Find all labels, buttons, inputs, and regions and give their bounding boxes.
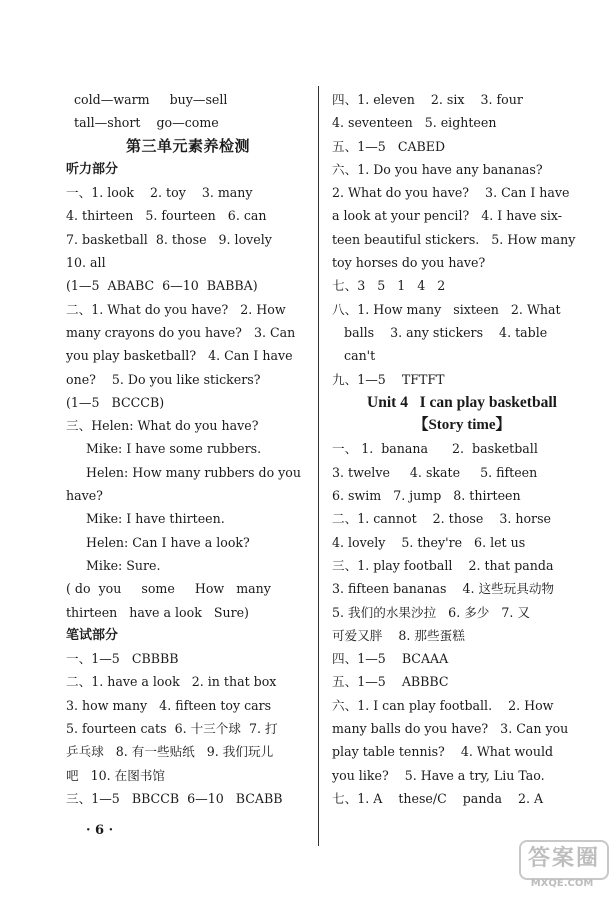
left-column: [66, 88, 310, 810]
answer-line: 3. twelve 4. skate 5. fifteen: [332, 464, 538, 480]
answer-line: 4. thirteen 5. fourteen 6. can: [66, 208, 267, 224]
answer-line: 一、 1. banana 2. basketball: [332, 441, 538, 457]
answer-line: 可爱又胖 8. 那些蛋糕: [332, 627, 465, 643]
answer-line: 吧 10. 在图书馆: [66, 767, 166, 783]
answer-line: teen beautiful stickers. 5. How many: [332, 231, 576, 247]
answer-line: 7. basketball 8. those 9. lovely: [66, 231, 272, 247]
answer-line: Mike: Sure.: [66, 557, 161, 573]
answer-line: 听力部分: [66, 161, 119, 177]
answer-line: Helen: Can I have a look?: [66, 534, 250, 550]
answer-line: 七、3 5 1 4 2: [332, 278, 446, 294]
answer-line: ( do you some How many: [66, 581, 271, 597]
answer-line: 三、Helen: What do you have?: [66, 418, 259, 434]
answer-line: 4. lovely 5. they're 6. let us: [332, 534, 526, 550]
right-column: [332, 88, 592, 810]
answer-line: 六、1. I can play football. 2. How: [332, 697, 554, 713]
answer-line: 10. all: [66, 255, 106, 271]
answer-line: 四、1. eleven 2. six 3. four: [332, 92, 523, 107]
answer-line: have?: [66, 488, 103, 504]
answer-line: 三、1—5 BBCCB 6—10 BCABB: [66, 790, 283, 806]
answer-line: you play basketball? 4. Can I have: [66, 348, 293, 364]
answer-line: 【Story time】: [413, 417, 511, 434]
answer-line: 四、1—5 BCAAA: [332, 651, 449, 667]
answer-line: many balls do you have? 3. Can you: [332, 721, 569, 737]
answer-line: 一、1—5 CBBBB: [66, 651, 179, 667]
answer-line: 6. swim 7. jump 8. thirteen: [332, 488, 521, 504]
answer-line: 乒乓球 8. 有一些贴纸 9. 我们玩儿: [66, 744, 274, 760]
answer-line: 六、1. Do you have any bananas?: [332, 161, 543, 177]
answer-line: tall—short go—come: [66, 115, 219, 131]
column-divider: [318, 86, 319, 846]
answer-line: you like? 5. Have a try, Liu Tao.: [332, 767, 545, 783]
answer-line: 二、1. have a look 2. in that box: [66, 674, 277, 690]
answer-line: 一、1. look 2. toy 3. many: [66, 185, 253, 201]
answer-line: 3. fifteen bananas 4. 这些玩具动物: [332, 581, 555, 597]
answer-line: one? 5. Do you like stickers?: [66, 371, 261, 387]
answer-line: toy horses do you have?: [332, 255, 486, 271]
answer-line: 5. fourteen cats 6. 十三个球 7. 打: [66, 721, 278, 737]
answer-line: Unit 4 I can play basketball: [367, 393, 557, 411]
watermark-logo: [519, 840, 605, 894]
answer-line: 五、1—5 CABED: [332, 138, 446, 154]
answer-line: (1—5 BCCCB): [66, 394, 165, 410]
answer-line: 2. What do you have? 3. Can I have: [332, 185, 570, 201]
answer-line: 三、1. play football 2. that panda: [332, 557, 554, 573]
answer-line: 3. how many 4. fifteen toy cars: [66, 697, 272, 713]
answer-line: many crayons do you have? 3. Can: [66, 324, 296, 340]
answer-line: balls 3. any stickers 4. table: [332, 324, 548, 340]
answer-line: Mike: I have thirteen.: [66, 511, 225, 527]
answer-line: Mike: I have some rubbers.: [66, 441, 262, 457]
answer-line: 第三单元素养检测: [125, 136, 250, 155]
answer-line: 笔试部分: [66, 627, 119, 643]
answer-line: 5. 我们的水果沙拉 6. 多少 7. 又: [332, 604, 531, 620]
answer-line: Helen: How many rubbers do you: [66, 464, 301, 480]
page-number: · 6 ·: [86, 823, 114, 838]
answer-line: 二、1. What do you have? 2. How: [66, 301, 286, 317]
answer-line: 七、1. A these/C panda 2. A: [332, 790, 544, 806]
answer-line: (1—5 ABABC 6—10 BABBA): [66, 278, 258, 294]
answer-line: 二、1. cannot 2. those 3. horse: [332, 511, 551, 527]
watermark-url: MXQE.COM: [530, 878, 594, 889]
answer-line: 八、1. How many sixteen 2. What: [332, 301, 561, 317]
answer-line: thirteen have a look Sure): [66, 604, 249, 620]
answer-line: cold—warm buy—sell: [66, 92, 228, 107]
answer-line: can't: [332, 348, 376, 364]
answer-line: play table tennis? 4. What would: [332, 744, 554, 760]
answer-line: 五、1—5 ABBBC: [332, 674, 449, 690]
answer-line: a look at your pencil? 4. I have six-: [332, 208, 563, 224]
watermark-logo-text: 答案圈: [519, 840, 609, 880]
answer-line: 4. seventeen 5. eighteen: [332, 115, 497, 131]
answer-line: 九、1—5 TFTFT: [332, 371, 445, 387]
